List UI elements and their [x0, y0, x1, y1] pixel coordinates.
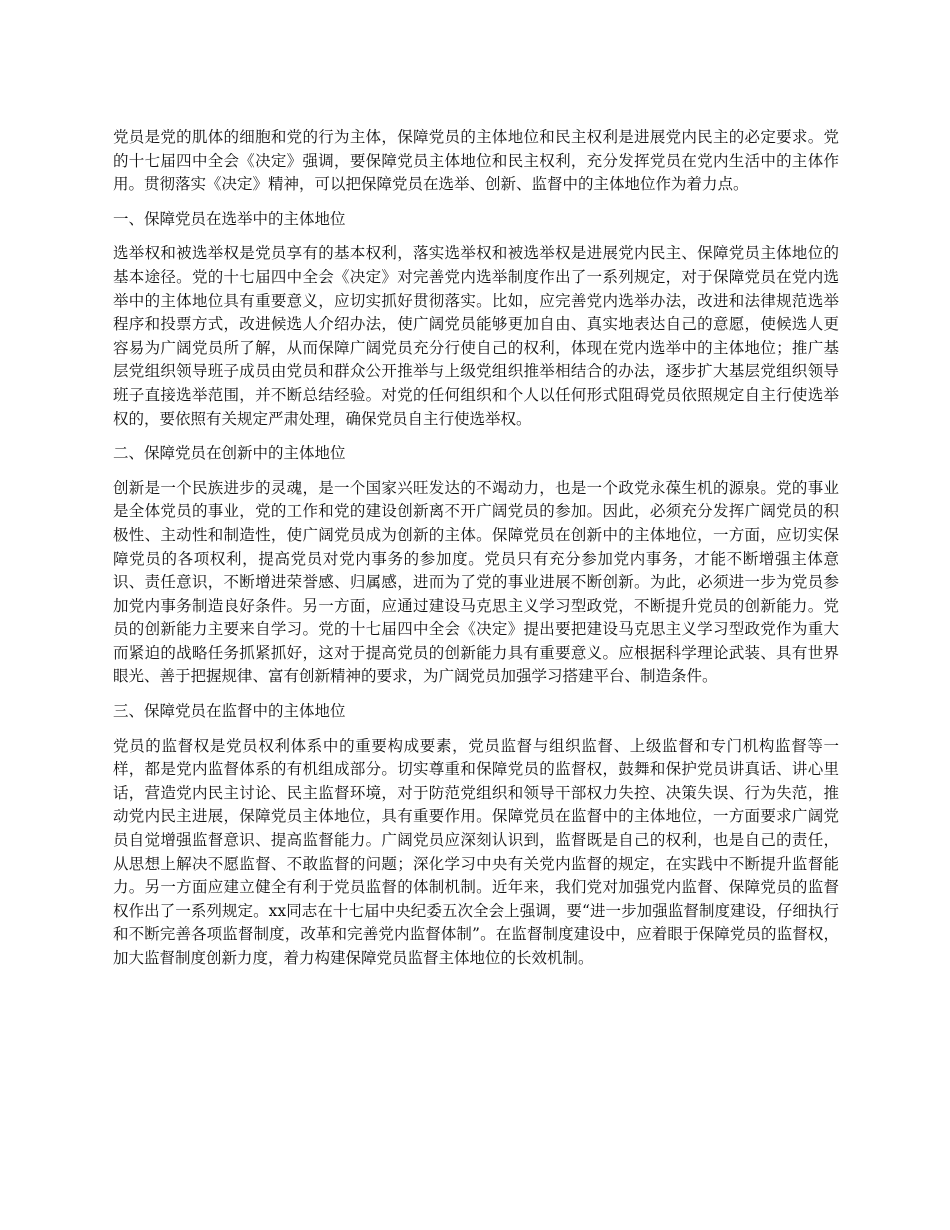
section-heading-supervision: 三、保障党员在监督中的主体地位: [113, 702, 346, 721]
section-heading-election: 一、保障党员在选举中的主体地位: [113, 209, 346, 228]
section-body-innovation: 创新是一个民族进步的灵魂，是一个国家兴旺发达的不竭动力，也是一个政党永葆生机的源泉。党的事业是全体党员的事业，党的工作和党的建设创新离不开广阔党员的参加。因此，必须充分发挥广阔党员的积极性、主动性和制造性，使广阔党员成为创新的主体。保障党员在创新中的主体地位，一方面，应切实保障党员的各项权利，提高党员对党内事务的参加度。党员只有充分参加党内事务，才能不断增强主体意识、责任意识，不断增进荣誉感、归属感，进而为了党的事业进展不断创新。为此，必须进一步为党员参加党内事务制造良好条件。另一方面，应通过建设马克思主义学习型政党，不断提升党员的创新能力。党员的创新能力主要来自学习。党的十七届四中全会《决定》提出要把建设马克思主义学习型政党作为重大而紧迫的战略任务抓紧抓好，这对于提高党员的创新能力具有重要意义。应根据科学理论武装、具有世界眼光、善于把握规律、富有创新精神的要求，为广阔党员加强学习搭建平台、制造条件。: [113, 478, 839, 686]
document-page: [113, 126, 839, 982]
section-heading-innovation: 二、保障党员在创新中的主体地位: [113, 444, 346, 463]
section-body-election: 选举权和被选举权是党员享有的基本权利，落实选举权和被选举权是进展党内民主、保障党员主体地位的基本途径。党的十七届四中全会《决定》对完善党内选举制度作出了一系列规定，对于保障党员在党内选举中的主体地位具有重要意义，应切实抓好贯彻落实。比如，应完善党内选举办法，改进和法律规范选举程序和投票方式，改进候选人介绍办法，使广阔党员能够更加自由、真实地表达自己的意愿，使候选人更容易为广阔党员所了解，从而保障广阔党员充分行使自己的权利，体现在党内选举中的主体地位；推广基层党组织领导班子成员由党员和群众公开推举与上级党组织推举相结合的办法，逐步扩大基层党组织领导班子直接选举范围，并不断总结经验。对党的任何组织和个人以任何形式阻碍党员依照规定自主行使选举权的，要依照有关规定严肃处理，确保党员自主行使选举权。: [113, 244, 839, 428]
section-body-supervision: 党员的监督权是党员权利体系中的重要构成要素，党员监督与组织监督、上级监督和专门机构监督等一样，都是党内监督体系的有机组成部分。切实尊重和保障党员的监督权，鼓舞和保护党员讲真话、讲心里话，营造党内民主讨论、民主监督环境，对于防范党组织和领导干部权力失控、决策失误、行为失范，推动党内民主进展，保障党员主体地位，具有重要作用。保障党员在监督中的主体地位，一方面要求广阔党员自觉增强监督意识、提高监督能力。广阔党员应深刻认识到，监督既是自己的权利，也是自己的责任，从思想上解决不愿监督、不敢监督的问题；深化学习中央有关党内监督的规定，在实践中不断提升监督能力。另一方面应建立健全有利于党员监督的体制机制。近年来，我们党对加强党内监督、保障党员的监督权作出了一系列规定。xx同志在十七届中央纪委五次全会上强调，要“进一步加强监督制度建设，仔细执行和不断完善各项监督制度，改革和完善党内监督体制”。在监督制度建设中，应着眼于保障党员的监督权，加大监督制度创新力度，着力构建保障党员监督主体地位的长效机制。: [113, 736, 839, 967]
intro-paragraph: 党员是党的肌体的细胞和党的行为主体，保障党员的主体地位和民主权利是进展党内民主的必定要求。党的十七届四中全会《决定》强调，要保障党员主体地位和民主权利，充分发挥党员在党内生活中的主体作用。贯彻落实《决定》精神，可以把保障党员在选举、创新、监督中的主体地位作为着力点。: [113, 128, 839, 194]
